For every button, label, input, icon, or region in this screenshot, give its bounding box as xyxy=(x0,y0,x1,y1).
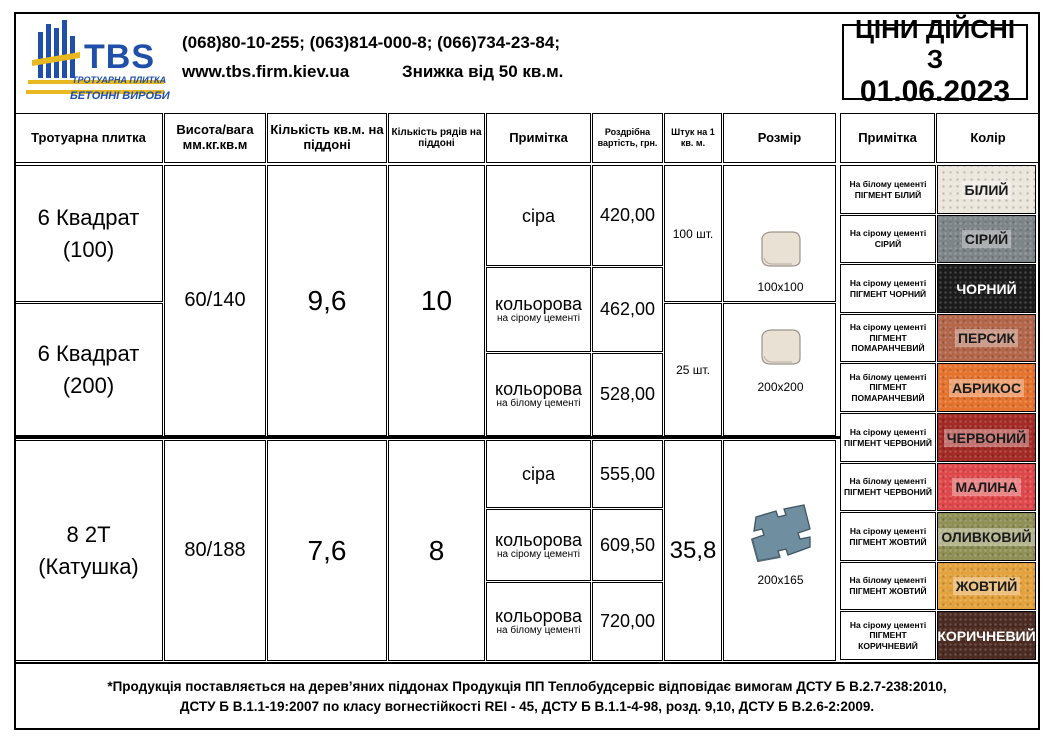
product-6-kvadrat-100: 6 Квадрат (100) xyxy=(14,165,163,302)
price-gray-group2: 555,00 xyxy=(592,440,663,508)
footer-note xyxy=(14,662,1040,730)
price-valid-box xyxy=(842,13,1028,108)
price-gray-group1: 420,00 xyxy=(592,165,663,266)
color-name: ОЛИВКОВИЙ xyxy=(938,528,1034,546)
col-header-height-weight: Висота/вага мм.кг.кв.м xyxy=(164,113,266,163)
logo-subtitle-2: БЕТОННІ ВИРОБИ xyxy=(70,90,170,102)
note-color-gray-cement-group2: кольорова на сірому цементі xyxy=(486,509,591,581)
color-swatch xyxy=(937,165,1036,214)
color-name: ЧЕРВОНИЙ xyxy=(944,429,1029,447)
rows-pallet-group1: 10 xyxy=(388,165,485,436)
col-header-color: Колір xyxy=(936,113,1040,163)
product-8-2t-katushka: 8 2Т (Катушка) xyxy=(14,440,163,661)
size-200: 200х200 xyxy=(757,380,804,394)
pcs-25: 25 шт. xyxy=(664,303,722,436)
pcs-35-8: 35,8 xyxy=(664,440,722,661)
col-header-size: Розмір xyxy=(723,113,836,163)
color-note: На сірому цементі ПІГМЕНТ ЧОРНИЙ xyxy=(840,264,936,313)
col-header-note: Примітка xyxy=(486,113,591,163)
group-divider xyxy=(14,436,840,439)
price-color-white-group1: 528,00 xyxy=(592,353,663,436)
color-note: На сірому цементі ПІГМЕНТ КОРИЧНЕВИЙ xyxy=(840,611,936,660)
pcs-100: 100 шт. xyxy=(664,165,722,302)
color-note: На білому цементі ПІГМЕНТ ЖОВТИЙ xyxy=(840,562,936,610)
color-swatch xyxy=(937,363,1036,412)
color-swatch xyxy=(937,562,1036,610)
rows-pallet-group2: 8 xyxy=(388,440,485,661)
note-color-white-cement-group1: кольорова на білому цементі xyxy=(486,353,591,436)
logo-subtitle-1: ТРОТУАРНА ПЛИТКА xyxy=(72,75,167,85)
color-swatch xyxy=(937,413,1036,462)
color-name: ЖОВТИЙ xyxy=(953,577,1021,595)
color-name: КОРИЧНЕВИЙ xyxy=(937,627,1036,644)
col-header-pcs-sqm: Штук на 1 кв. м. xyxy=(664,113,722,163)
price-color-gray-group1: 462,00 xyxy=(592,267,663,352)
color-name: ПЕРСИК xyxy=(955,329,1018,347)
price-valid-label: ЦІНИ ДІЙСНІ З xyxy=(854,13,1016,74)
color-note: На білому цементі ПІГМЕНТ ПОМАРАНЧЕВИЙ xyxy=(840,363,936,412)
color-note: На сірому цементі ПІГМЕНТ ЧЕРВОНИЙ xyxy=(840,413,936,462)
size-100: 100х100 xyxy=(757,280,804,294)
color-swatch xyxy=(937,264,1036,313)
note-gray-group2: сіра xyxy=(486,440,591,508)
color-name: АБРИКОС xyxy=(949,379,1024,397)
product-6-kvadrat-200: 6 Квадрат (200) xyxy=(14,303,163,436)
col-header-retail-price: Роздрібна вартість, грн. xyxy=(592,113,663,163)
size-cell-200 xyxy=(723,303,836,436)
color-note: На сірому цементі СІРИЙ xyxy=(840,215,936,263)
col-header-sqm-pallet: Кількість кв.м. на піддоні xyxy=(267,113,387,163)
color-name: БІЛИЙ xyxy=(962,181,1012,199)
price-valid-date: 01.06.2023 xyxy=(859,74,1011,108)
height-weight-group1: 60/140 xyxy=(164,165,266,436)
col-header-note2: Примітка xyxy=(840,113,935,163)
color-swatch xyxy=(937,463,1036,511)
color-swatch xyxy=(937,611,1036,660)
col-header-product: Тротуарна плитка xyxy=(14,113,163,163)
color-swatch xyxy=(937,314,1036,362)
note-color-gray-cement-group1: кольорова на сірому цементі xyxy=(486,267,591,352)
color-swatch xyxy=(937,512,1036,561)
square-paver-icon xyxy=(758,228,804,270)
footer-line-1: *Продукція поставляється на дерев’яних піддонах Продукція ПП Теплобудсервіс відповідає вимогам ДСТУ Б В.2.7-238:2010, xyxy=(107,679,947,695)
phones-line: (068)80-10-255; (063)814-000-8; (066)734-23-84; xyxy=(182,33,561,52)
sqm-pallet-group1: 9,6 xyxy=(267,165,387,436)
size-cell-100 xyxy=(723,165,836,302)
size-200x165: 200х165 xyxy=(757,573,804,587)
dogbone-paver-icon xyxy=(748,503,814,563)
color-note: На білому цементі ПІГМЕНТ ЧЕРВОНИЙ xyxy=(840,463,936,511)
color-swatch xyxy=(937,215,1036,263)
col-header-rows-pallet: Кількість рядів на піддоні xyxy=(388,113,485,163)
size-cell-200x165 xyxy=(723,440,836,661)
height-weight-group2: 80/188 xyxy=(164,440,266,661)
note-gray-group1: сіра xyxy=(486,165,591,266)
color-name: СІРИЙ xyxy=(962,230,1011,248)
color-note: На білому цементі ПІГМЕНТ БІЛИЙ xyxy=(840,165,936,214)
color-note: На сірому цементі ПІГМЕНТ ПОМАРАНЧЕВИЙ xyxy=(840,314,936,362)
note-color-white-cement-group2: кольорова на білому цементі xyxy=(486,582,591,661)
discount-note: Знижка від 50 кв.м. xyxy=(402,62,564,81)
price-color-gray-group2: 609,50 xyxy=(592,509,663,581)
color-name: ЧОРНИЙ xyxy=(956,280,1017,297)
footer-line-2: ДСТУ Б В.1.1-19:2007 по класу вогнестійкості REI - 45, ДСТУ Б В.1.1-4-98, розд. 9,10, ДСТУ Б В.2.6-2:2009. xyxy=(179,699,875,714)
logo-text: TBS xyxy=(84,38,155,76)
square-paver-icon xyxy=(758,326,804,368)
color-name: МАЛИНА xyxy=(952,478,1020,496)
tbs-logo xyxy=(24,18,172,108)
color-list xyxy=(840,165,1040,661)
sqm-pallet-group2: 7,6 xyxy=(267,440,387,661)
table-header-row xyxy=(14,113,1040,163)
price-color-white-group2: 720,00 xyxy=(592,582,663,661)
website-link[interactable]: www.tbs.firm.kiev.ua xyxy=(182,62,350,81)
color-note: На сірому цементі ПІГМЕНТ ЖОВТИЙ xyxy=(840,512,936,561)
